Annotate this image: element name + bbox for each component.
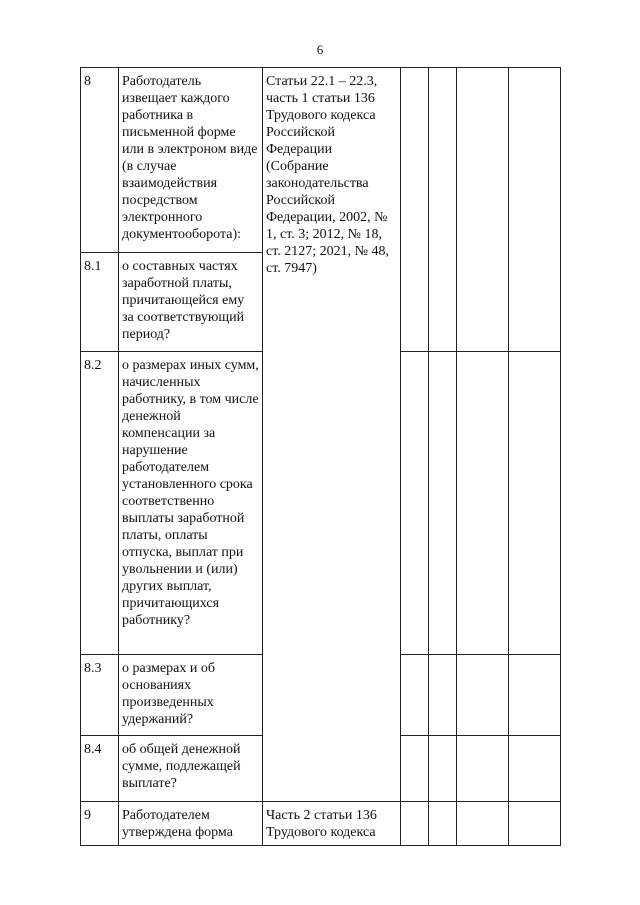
answer-cell-yes[interactable] — [401, 655, 429, 736]
answer-cell-na[interactable] — [457, 736, 509, 802]
answer-cell-no[interactable] — [429, 352, 457, 655]
row-number: 8.3 — [81, 655, 119, 736]
answer-cell-na[interactable] — [457, 655, 509, 736]
requirement-text: о составных частях заработной платы, причитающейся ему за соответствующий период? — [119, 253, 263, 352]
legal-reference: Статьи 22.1 – 22.3, часть 1 статьи 136 Трудового кодекса Российской Федерации (Собрание законодательства Российской Федерации, 2002, № 1, ст. 3; 2012, № 18, ст. 2127; 2021, № 48, ст. 7947) — [263, 68, 401, 802]
answer-cell-na[interactable] — [457, 802, 509, 846]
requirement-text: Работодатель извещает каждого работника в письменной форме или в электроном виде (в случае взаимодействия посредством электронного документооборота): — [119, 68, 263, 253]
row-number: 9 — [81, 802, 119, 846]
row-number: 8.1 — [81, 253, 119, 352]
legal-reference: Часть 2 статьи 136 Трудового кодекса — [263, 802, 401, 846]
page-number: 6 — [316, 42, 324, 57]
answer-cell-yes[interactable] — [401, 68, 429, 352]
answer-cell-yes[interactable] — [401, 802, 429, 846]
answer-cell-na[interactable] — [457, 68, 509, 352]
row-number: 8.2 — [81, 352, 119, 655]
notes-cell[interactable] — [509, 352, 561, 655]
answer-cell-no[interactable] — [429, 802, 457, 846]
notes-cell[interactable] — [509, 68, 561, 352]
row-number: 8.4 — [81, 736, 119, 802]
notes-cell[interactable] — [509, 736, 561, 802]
requirement-text: о размерах иных сумм, начисленных работнику, в том числе денежной компенсации за нарушение работодателем установленного срока соответственно выплаты заработной платы, оплаты отпуска, выплат при увольнении и (или) других выплат, причитающихся работнику? — [119, 352, 263, 655]
requirement-text: Работодателем утверждена форма — [119, 802, 263, 846]
answer-cell-no[interactable] — [429, 68, 457, 352]
answer-cell-no[interactable] — [429, 655, 457, 736]
answer-cell-no[interactable] — [429, 736, 457, 802]
table-row — [81, 68, 561, 253]
requirement-text: о размерах и об основаниях произведенных удержаний? — [119, 655, 263, 736]
row-number: 8 — [81, 68, 119, 253]
answer-cell-yes[interactable] — [401, 736, 429, 802]
notes-cell[interactable] — [509, 655, 561, 736]
requirement-text: об общей денежной сумме, подлежащей выплате? — [119, 736, 263, 802]
table-row — [81, 802, 561, 846]
notes-cell[interactable] — [509, 802, 561, 846]
checklist-table — [80, 67, 561, 846]
answer-cell-yes[interactable] — [401, 352, 429, 655]
answer-cell-na[interactable] — [457, 352, 509, 655]
